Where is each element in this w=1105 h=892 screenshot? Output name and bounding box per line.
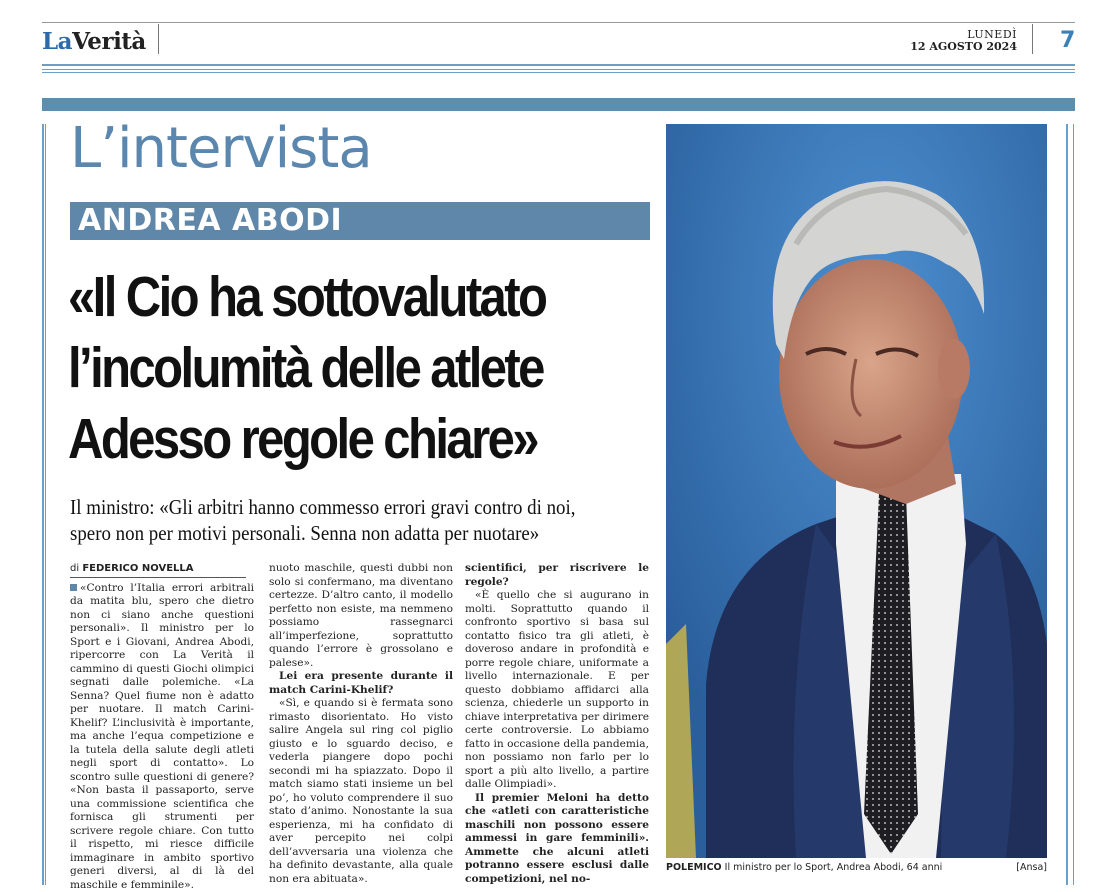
- issue-date: [910, 29, 1017, 53]
- headline-line: Adesso regole chiare»: [68, 404, 584, 475]
- masthead-rule: [42, 64, 1075, 66]
- photo-caption: [666, 862, 1047, 873]
- headline-line: «Il Cio ha sottovalutato: [68, 262, 584, 333]
- headline: [68, 262, 668, 475]
- newspaper-logo: LaVerità: [42, 28, 146, 55]
- portrait-illustration: [666, 124, 1047, 858]
- interview-question: Il premier Meloni ha detto che «atleti con caratteristiche maschili non possono essere ammessi in gare femminili». Ammette che alcuni atleti potranno essere esclusi dalle competizioni, nel no-: [465, 792, 649, 887]
- masthead-divider: [158, 24, 159, 54]
- right-column-rule: [1066, 124, 1074, 885]
- subheadline-line: Il ministro: «Gli arbitri hanno commesso errori gravi contro di noi,: [70, 494, 610, 520]
- left-column-rule: [42, 124, 46, 885]
- article-column-2: [269, 562, 453, 886]
- article-paragraph: «Contro l’Italia errori arbitrali da matita blu, spero che dietro non ci siano anche questioni personali». Il ministro per lo Sport e i Giovani, Andrea Abodi, ripercorre con La Verità il cammino di questi Giochi olimpici segnati dalle polemiche. «La Senna? Quel fiume non è adatto per nuotare. Il match Carini-Khelif? L’inclusività è importante, ma anche l’equa competizione e la tutela della salute degli atleti negli sport di contatto». Lo scontro sulle questioni di genere? «Non basta il passaporto, serve una commissione scientifica che fornisca gli strumenti per scrivere regole chiare. Con tutto il rispetto, mi riesce difficile immaginare in ambito sportivo generi diversi, al di là del maschile e femminile».: [70, 582, 254, 892]
- interviewee-name: ANDREA ABODI: [78, 203, 342, 238]
- masthead-rule: [42, 72, 1075, 73]
- interview-question: Lei era presente durante il match Carini-Khelif?: [269, 670, 453, 697]
- article-column-1: [70, 562, 254, 892]
- subheadline: [70, 494, 670, 546]
- masthead-divider: [1032, 24, 1033, 54]
- masthead: [0, 0, 1105, 100]
- section-band: [42, 98, 1075, 111]
- subheadline-line: spero non per motivi personali. Senna non adatta per nuotare»: [70, 520, 610, 546]
- article-paragraph: «Sì, e quando si è fermata sono rimasto disorientato. Ho visto salire Angela sul ring col piglio giusto e lo sguardo deciso, e vederla piangere dopo pochi secondi mi ha spiazzato. Dopo il match siamo stati insieme un bel po’, ho voluto comprendere il suo stato d’animo. Nonostante la sua esperienza, mi ha confidato di aver percepito nei colpi dell’avversaria una violenza che ha definito devastante, alla quale non era abituata».: [269, 697, 453, 886]
- headline-line: l’incolumità delle atlete: [68, 333, 584, 404]
- page-number: 7: [1060, 28, 1075, 53]
- photo-credit: [Ansa]: [1016, 862, 1047, 873]
- author-name: FEDERICO NOVELLA: [82, 563, 193, 574]
- masthead-top-line: [42, 22, 1075, 23]
- portrait-photo: [666, 124, 1047, 858]
- byline: di FEDERICO NOVELLA: [70, 562, 246, 578]
- article-column-3: [465, 562, 649, 886]
- square-bullet-icon: [70, 584, 77, 591]
- masthead-rule: [42, 69, 1075, 70]
- issue-day: LUNEDÌ: [910, 29, 1017, 41]
- interviewee-band: [70, 202, 650, 240]
- caption-text: Il ministro per lo Sport, Andrea Abodi, 64 anni: [725, 862, 943, 873]
- caption-label: POLEMICO: [666, 862, 722, 873]
- article-paragraph: «È quello che si augurano in molti. Soprattutto quando il confronto sportivo si basa sul contatto fisico tra gli atleti, è doveroso andare in profondità e porre regole chiare, uniformate a livello internazionale. E per questo dobbiamo affidarci alla scienza, chiederle un supporto in chiave interpretativa per dirimere certe controversie. Lo abbiamo fatto in occasione della pandemia, non possiamo non farlo per lo sport a più alto livello, a partire dalle Olimpiadi».: [465, 589, 649, 792]
- interview-question: scientifici, per riscrivere le regole?: [465, 562, 649, 589]
- article-paragraph: nuoto maschile, questi dubbi non solo si confermano, ma diventano certezze. D’altro canto, il modello perfetto non esiste, ma nemmeno possiamo rassegnarci all’imperfezione, soprattutto quando l’errore è grossolano e palese».: [269, 562, 453, 670]
- section-kicker: L’intervista: [70, 116, 372, 181]
- issue-date-text: 12 AGOSTO 2024: [910, 41, 1017, 53]
